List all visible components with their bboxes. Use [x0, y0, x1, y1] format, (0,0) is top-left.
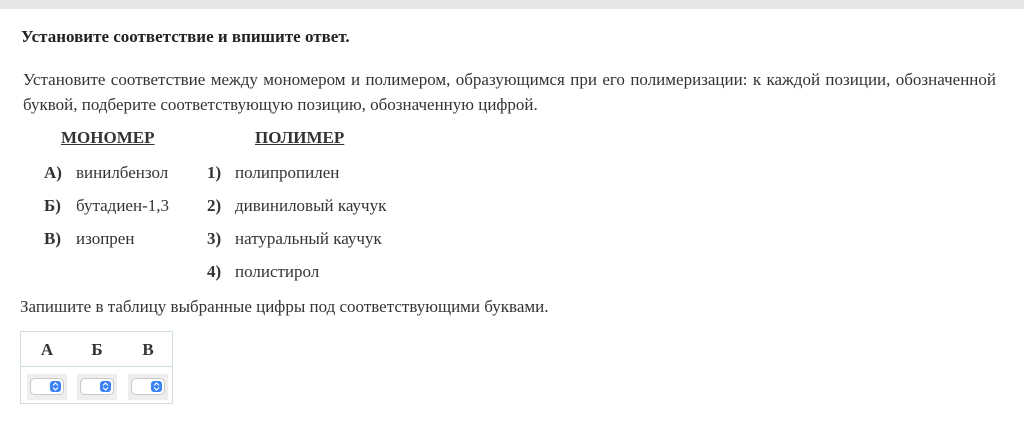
chevron-up-down-icon	[151, 381, 162, 392]
answer-cell	[128, 374, 168, 400]
monomer-letter: Б)	[44, 196, 61, 215]
polymer-name: дивиниловый каучук	[235, 196, 387, 215]
monomer-letter: А)	[44, 163, 62, 182]
polymer-item	[207, 262, 319, 282]
polymer-number: 2)	[207, 196, 222, 215]
polymer-number: 4)	[207, 262, 222, 281]
answer-instruction: Запишите в таблицу выбранные цифры под соответствующими буквами.	[20, 297, 549, 316]
answer-header-letter: В	[142, 340, 154, 359]
polymer-item	[207, 163, 339, 183]
polymer-item	[207, 196, 386, 216]
chevron-up-down-icon	[50, 381, 61, 392]
chevron-up-down-icon	[100, 381, 111, 392]
answer-table-header	[21, 332, 172, 367]
monomer-name: бутадиен-1,3	[76, 196, 169, 215]
polymer-number: 3)	[207, 229, 222, 248]
task-text: Установите соответствие между мономером и полимером, образующимся при его полимеризации: к каждой позиции, обозначенной буквой, подберите соответствующую позицию, обозначенную цифрой.	[23, 70, 996, 114]
answer-table	[20, 331, 173, 404]
answer-cell	[27, 374, 67, 400]
monomer-item	[44, 196, 169, 216]
monomer-item	[44, 229, 134, 249]
polymer-number: 1)	[207, 163, 222, 182]
answer-cell	[77, 374, 117, 400]
monomer-name: винилбензол	[76, 163, 169, 182]
monomer-item	[44, 163, 168, 183]
answer-select-a[interactable]	[30, 378, 64, 395]
monomer-letter: В)	[44, 229, 61, 248]
polymer-name: полистирол	[235, 262, 320, 281]
polymer-name: натуральный каучук	[235, 229, 382, 248]
answer-header-letter: Б	[91, 340, 103, 359]
answer-header-letter: А	[40, 340, 54, 359]
polymer-column-header: ПОЛИМЕР	[255, 128, 345, 147]
monomer-name: изопрен	[76, 229, 135, 248]
polymer-name: полипропилен	[235, 163, 340, 182]
task-title: Установите соответствие и впишите ответ.	[21, 27, 350, 46]
answer-select-v[interactable]	[131, 378, 165, 395]
monomer-column-header: МОНОМЕР	[61, 128, 155, 147]
top-bar	[0, 0, 1024, 9]
polymer-item	[207, 229, 382, 249]
answer-select-b[interactable]	[80, 378, 114, 395]
